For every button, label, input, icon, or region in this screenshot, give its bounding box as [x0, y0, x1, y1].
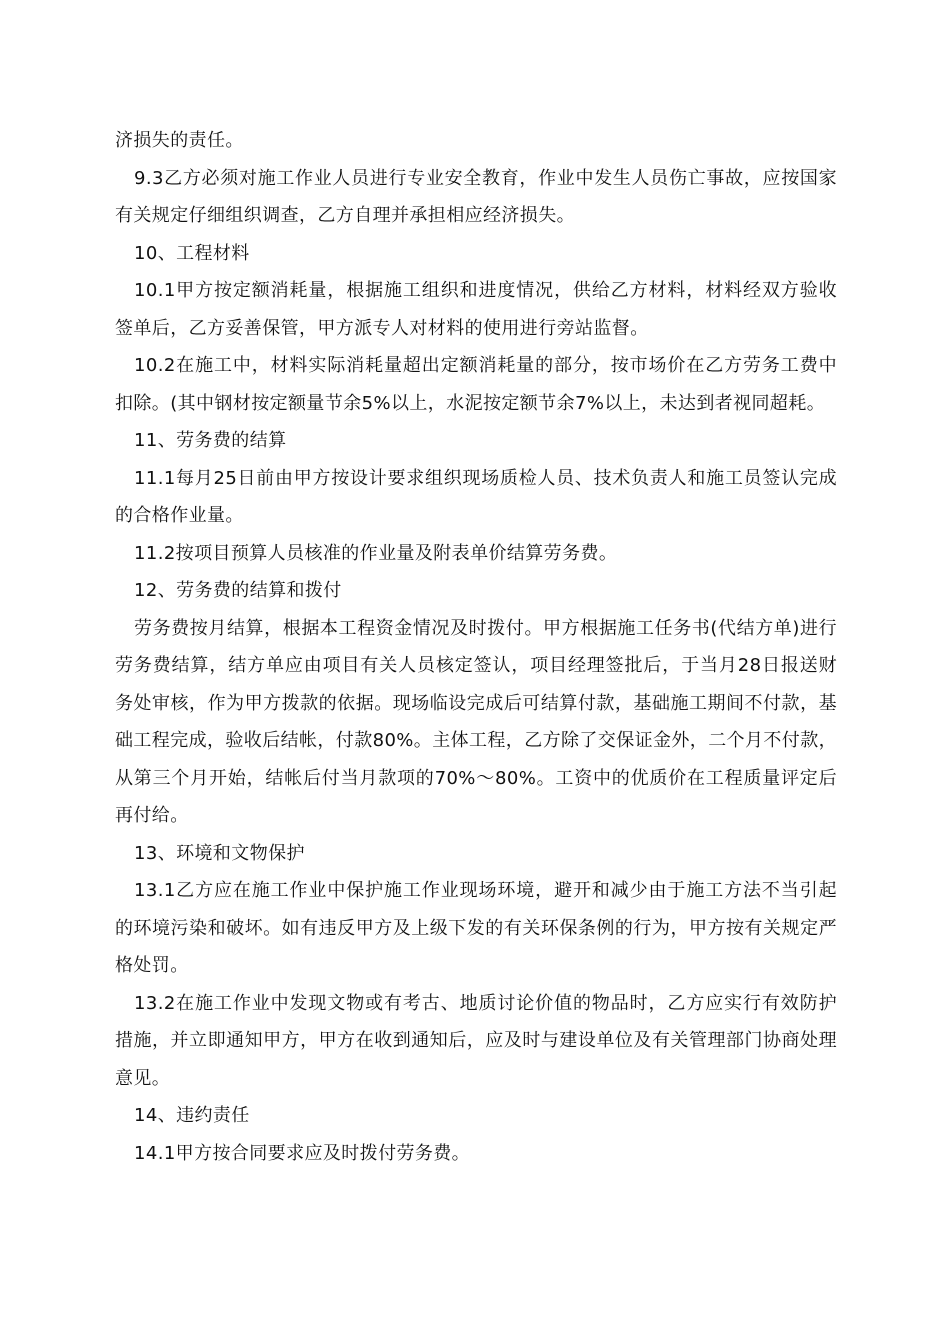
- clause-13-1: 13.1乙方应在施工作业中保护施工作业现场环境，避开和减少由于施工方法不当引起的环境污染和破坏。如有违反甲方及上级下发的有关环保条例的行为，甲方按有关规定严格处罚。: [115, 880, 837, 976]
- section-heading-11: 11、劳务费的结算: [134, 430, 287, 451]
- clause-10-2: 10.2在施工中，材料实际消耗量超出定额消耗量的部分，按市场价在乙方劳务工费中扣除。(其中钢材按定额量节余5%以上，水泥按定额节余7%以上，未达到者视同超耗。: [115, 355, 837, 414]
- clause-11-2: 11.2按项目预算人员核准的作业量及附表单价结算劳务费。: [134, 542, 618, 564]
- paragraph-continuation: 济损失的责任。: [115, 130, 244, 151]
- section-heading-14: 14、违约责任: [134, 1105, 250, 1126]
- document-body: [115, 122, 837, 1172]
- section-heading-10: 10、工程材料: [134, 242, 250, 264]
- section-heading-12: 12、劳务费的结算和拨付: [134, 580, 342, 601]
- clause-11-1: 11.1每月25日前由甲方按设计要求组织现场质检人员、技术负责人和施工员签认完成的合格作业量。: [115, 467, 837, 526]
- clause-14-1: 14.1甲方按合同要求应及时拨付劳务费。: [134, 1142, 471, 1164]
- section-heading-13: 13、环境和文物保护: [134, 842, 305, 864]
- clause-9-3: 9.3乙方必须对施工作业人员进行专业安全教育，作业中发生人员伤亡事故，应按国家有关规定仔细组织调查，乙方自理并承担相应经济损失。: [115, 167, 837, 226]
- clause-13-2: 13.2在施工作业中发现文物或有考古、地质讨论价值的物品时，乙方应实行有效防护措施，并立即通知甲方，甲方在收到通知后，应及时与建设单位及有关管理部门协商处理意见。: [115, 992, 837, 1089]
- clause-10-1: 10.1甲方按定额消耗量，根据施工组织和进度情况，供给乙方材料，材料经双方验收签单后，乙方妥善保管，甲方派专人对材料的使用进行旁站监督。: [115, 280, 837, 339]
- clause-12-body: 劳务费按月结算，根据本工程资金情况及时拨付。甲方根据施工任务书(代结方单)进行劳务费结算，结方单应由项目有关人员核定签认，项目经理签批后，于当月28日报送财务处审核，作为甲方拨款的依据。现场临设完成后可结算付款，基础施工期间不付款，基础工程完成，验收后结帐，付款80%。主体工程，乙方除了交保证金外，二个月不付款，从第三个月开始，结帐后付当月款项的70%～80%。工资中的优质价在工程质量评定后再付给。: [115, 617, 838, 826]
